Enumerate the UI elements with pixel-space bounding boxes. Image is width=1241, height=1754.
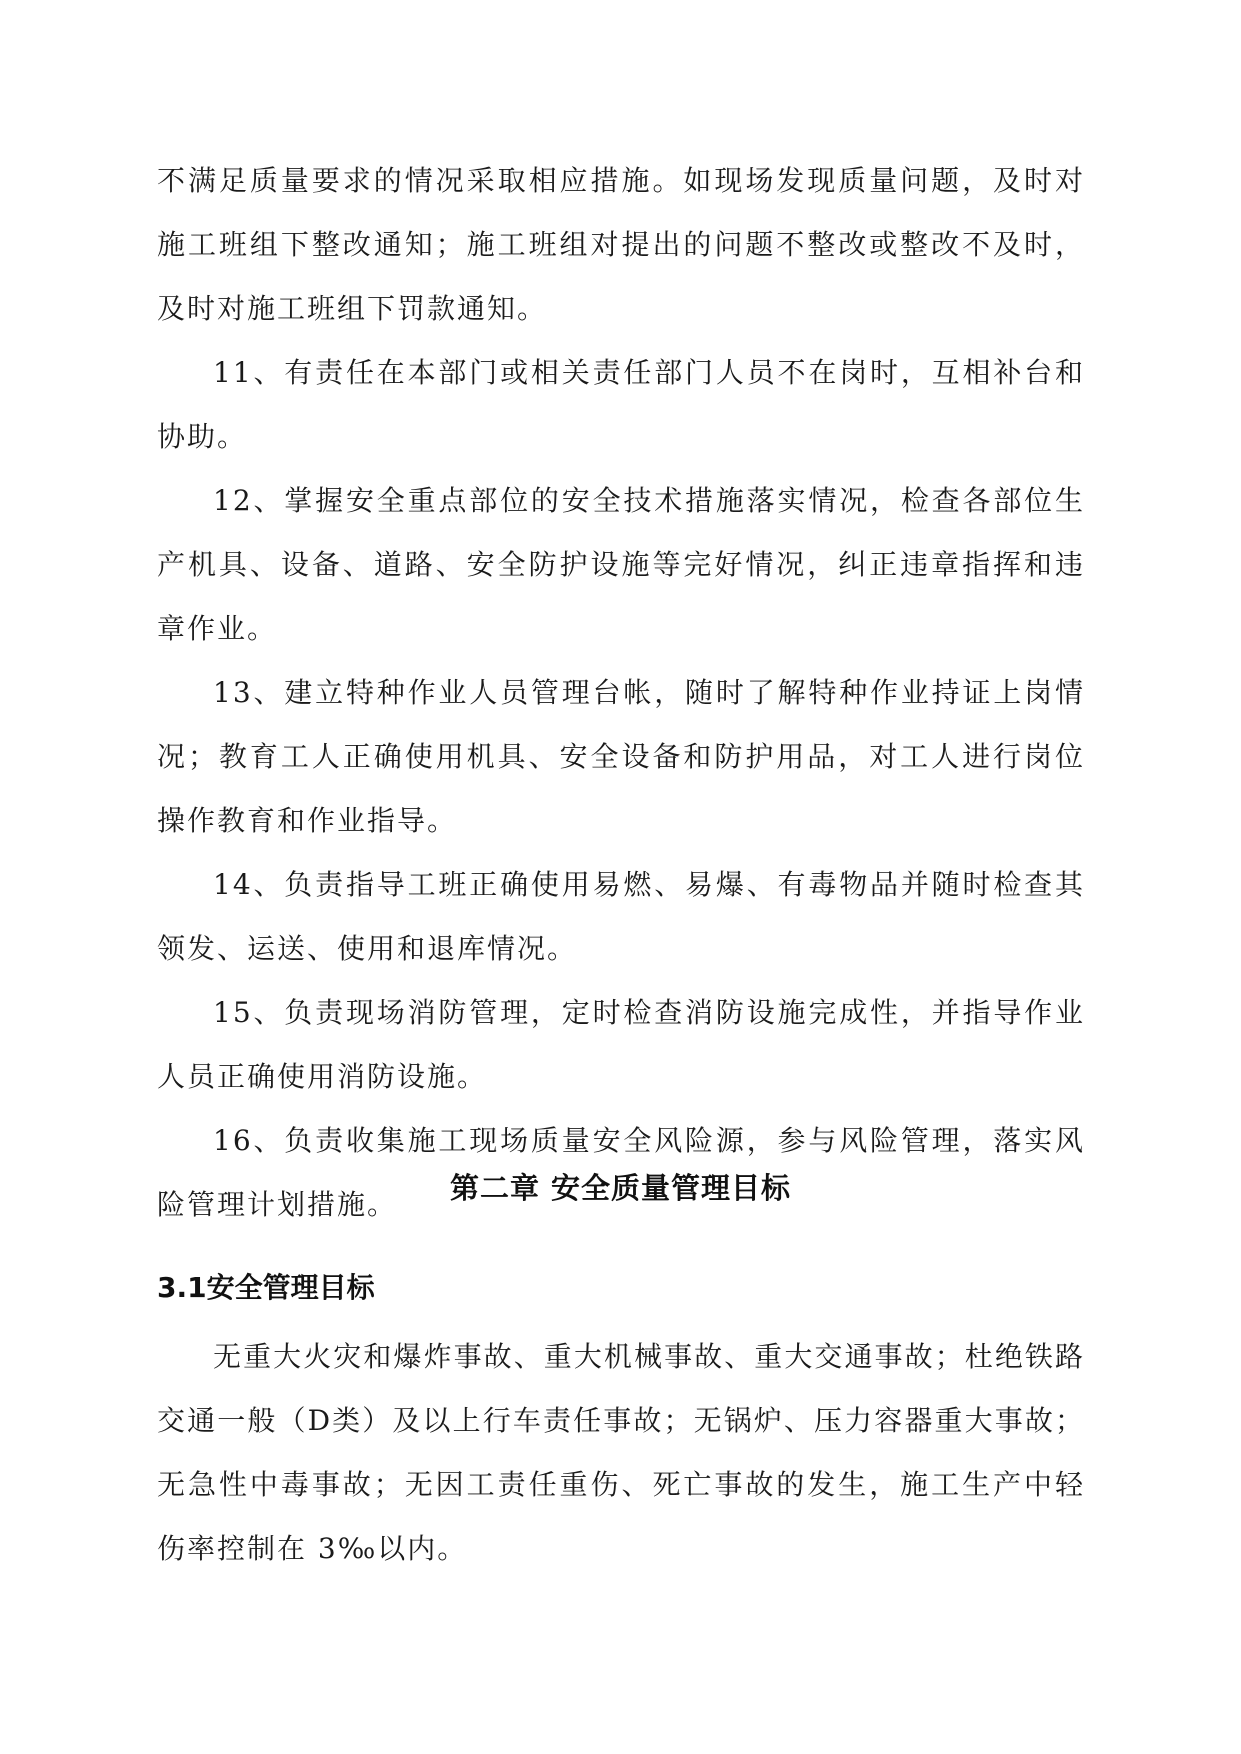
- safety-target-paragraph: 无重大火灾和爆炸事故、重大机械事故、重大交通事故；杜绝铁路交通一般（D类）及以上行车责任事故；无锅炉、压力容器重大事故；无急性中毒事故；无因工责任重伤、死亡事故的发生，施工生产中轻伤率控制在 3‰以内。: [157, 1340, 1085, 1565]
- paragraph-item-14: 14、负责指导工班正确使用易燃、易爆、有毒物品并随时检查其领发、运送、使用和退库情况。: [157, 868, 1085, 965]
- section-body: [157, 1325, 1085, 1581]
- paragraph-item-13: 13、建立特种作业人员管理台帐，随时了解特种作业持证上岗情况；教育工人正确使用机具、安全设备和防护用品，对工人进行岗位操作教育和作业指导。: [157, 676, 1085, 837]
- section-title: 3.1安全管理目标: [157, 1271, 375, 1304]
- chapter-title: 第二章 安全质量管理目标: [449, 1171, 792, 1205]
- paragraph-item-11: 11、有责任在本部门或相关责任部门人员不在岗时，互相补台和协助。: [157, 356, 1085, 453]
- paragraph-continuation: 不满足质量要求的情况采取相应措施。如现场发现质量问题，及时对施工班组下整改通知；施工班组对提出的问题不整改或整改不及时，及时对施工班组下罚款通知。: [157, 164, 1085, 325]
- paragraph-item-16: 16、负责收集施工现场质量安全风险源，参与风险管理，落实风险管理计划措施。: [157, 1124, 1085, 1221]
- duties-list: [157, 149, 1085, 1237]
- paragraph-item-15: 15、负责现场消防管理，定时检查消防设施完成性，并指导作业人员正确使用消防设施。: [157, 996, 1085, 1093]
- paragraph-item-12: 12、掌握安全重点部位的安全技术措施落实情况，检查各部位生产机具、设备、道路、安全防护设施等完好情况，纠正违章指挥和违章作业。: [157, 484, 1085, 645]
